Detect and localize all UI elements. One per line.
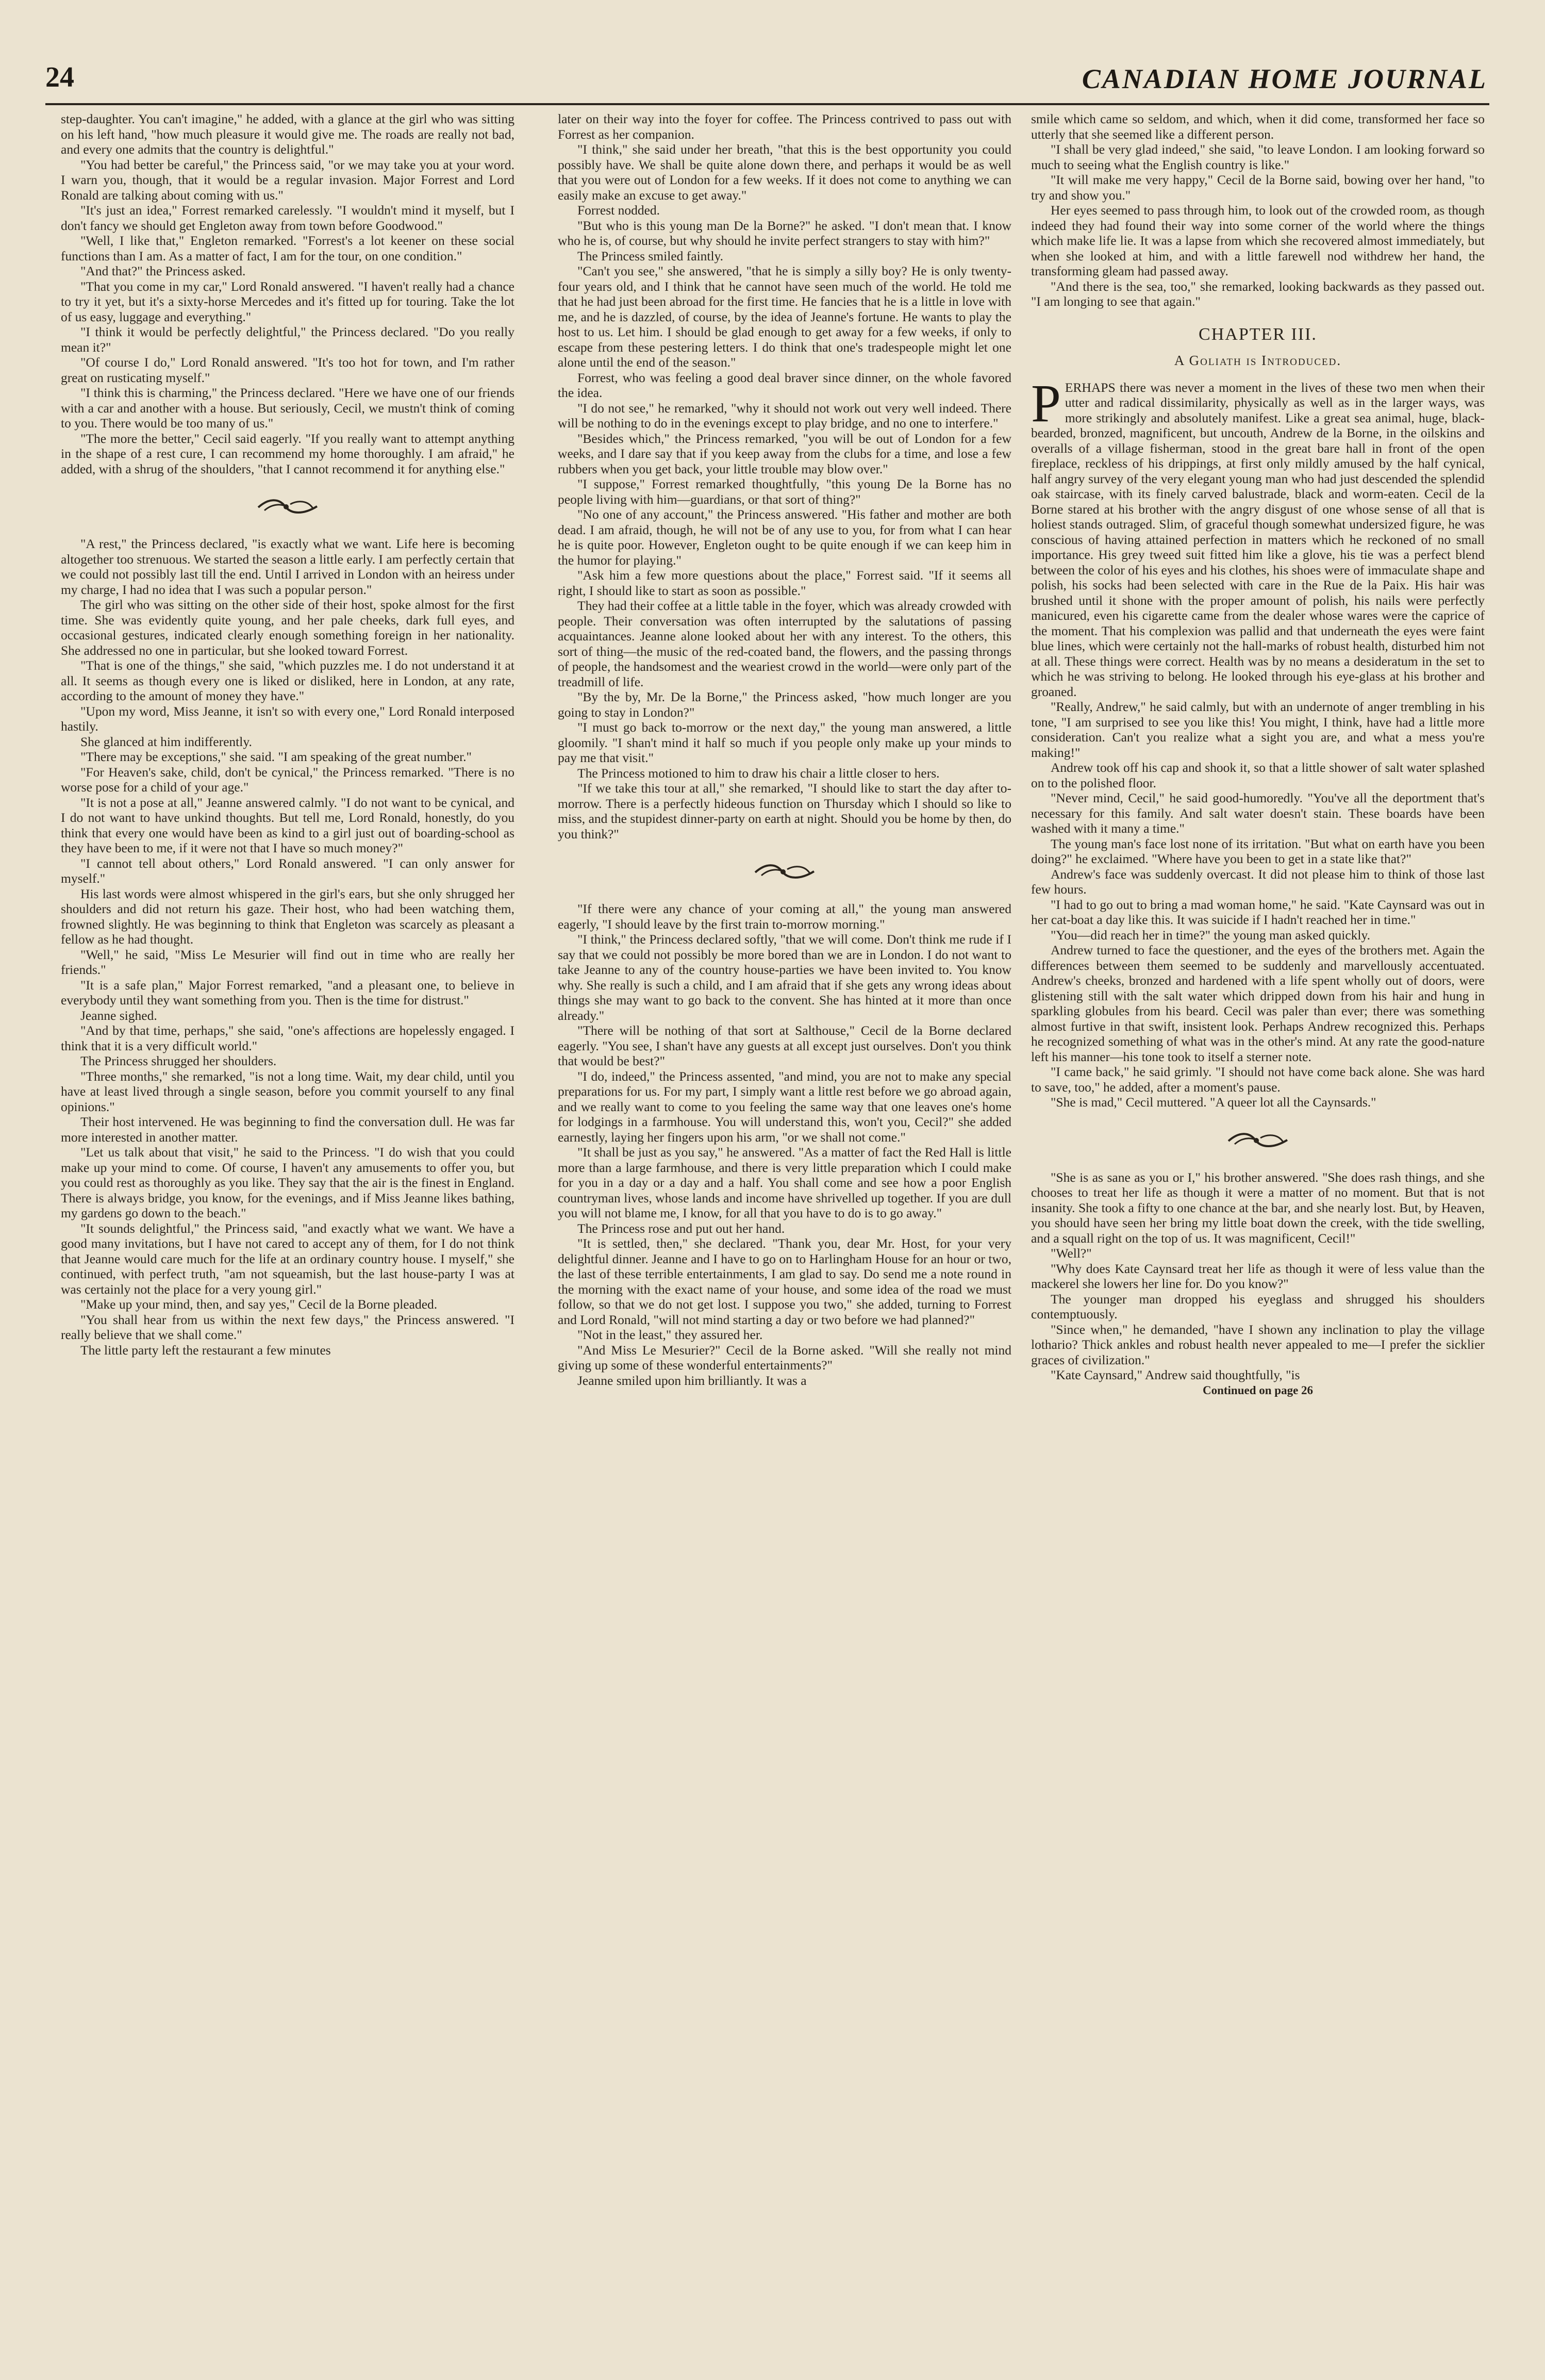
body-paragraph: "A rest," the Princess declared, "is exactly what we want. Life here is becoming altogether too strenuous. We started the season a little early. I am perfectly certain that we could not possibly last till the end. Until I arrived in London with an heiress under my charge, I had no idea that I was such a popular person." <box>61 536 514 597</box>
decorative-ornament <box>1224 1130 1291 1150</box>
body-paragraph: "Really, Andrew," he said calmly, but with an undernote of anger trembling in his tone, "I am surprised to see you like this! You might, I think, have had a little more consideration. Can't you realize what a sight you are, and what a mess you're making!" <box>1031 699 1485 760</box>
body-paragraph: "By the by, Mr. De la Borne," the Princess asked, "how much longer are you going to stay in London?" <box>558 689 1011 720</box>
text-column-3 <box>1031 111 1485 2359</box>
body-paragraph: Jeanne sighed. <box>80 1007 157 1023</box>
chapter-subtitle: A Goliath is Introduced. <box>1174 353 1342 368</box>
body-paragraph: They had their coffee at a little table in the foyer, which was already crowded with people. Their conversation was often interrupted by the salutations of passing acquaintances. Jeanne alone looked about her with any interest. To the others, this sort of thing—the music of the red-coated band, the flowers, and the passing throngs of people, the handsomest and the weariest crowd in the world—were only part of the treadmill of life. <box>558 598 1011 689</box>
body-paragraph: "It is not a pose at all," Jeanne answered calmly. "I do not want to be cynical, and I do not want to have unkind thoughts. But tell me, Lord Ronald, honestly, do you think that every one would have been as kind to a girl just out of boarding-school as they have been to me, if it were not that I have so much money?" <box>61 795 514 855</box>
body-paragraph: The Princess rose and put out her hand. <box>577 1220 785 1236</box>
body-paragraph: Andrew took off his cap and shook it, so that a little shower of salt water splashed on to the polished floor. <box>1031 760 1485 790</box>
body-paragraph: later on their way into the foyer for coffee. The Princess contrived to pass out with Forrest as her companion. <box>558 111 1011 142</box>
body-paragraph: "Since when," he demanded, "have I shown any inclination to play the village lothario? Thick ankles and robust health never appealed to me—I prefer the sicklier graces of civilization." <box>1031 1321 1485 1367</box>
body-paragraph: smile which came so seldom, and which, when it did come, transformed her face so utterly that she seemed like a different person. <box>1031 111 1485 142</box>
body-paragraph: "Can't you see," she answered, "that he is simply a silly boy? He is only twenty-four years old, and I think that he cannot have seen much of the world. He told me that he had just been abroad for the first time. He fancies that he is a little in love with me, and he is dazzled, of course, by the idea of Jeanne's fortune. He wants to play the host to us. Let him. I should be glad enough to get away for a few weeks, if only to escape from these pestering letters. I do think that one's tradespeople might let one alone until the end of the season." <box>558 263 1011 370</box>
body-paragraph: "I think," the Princess declared softly, "that we will come. Don't think me rude if I say that we could not possibly be more bored than we are in London. I do not want to take Jeanne to any of the country house-parties we have been invited to. You know why. She really is such a child, and I am afraid that if she gets any wrong ideas about things she may want to go back to the convent. She has hinted at it more than once already." <box>558 932 1011 1023</box>
body-paragraph: "I must go back to-morrow or the next day," the young man answered, a little gloomily. "I shan't mind it half so much if you people only make up your minds to pay me that visit." <box>558 720 1011 765</box>
body-paragraph: "You—did reach her in time?" the young man asked quickly. <box>1051 927 1370 943</box>
body-paragraph: "Well," he said, "Miss Le Mesurier will find out in time who are really her friends." <box>61 947 514 977</box>
chapter-first-paragraph <box>1031 373 1485 700</box>
body-paragraph: "Upon my word, Miss Jeanne, it isn't so with every one," Lord Ronald interposed hastily. <box>61 703 514 734</box>
body-paragraph: "If we take this tour at all," she remarked, "I should like to start the day after to-morrow. There is a perfectly hideous function on Thursday which I should so like to miss, and the stupidest dinner-party on earth at night. Should you be home by then, do you think?" <box>558 781 1011 841</box>
body-paragraph: "For Heaven's sake, child, don't be cynical," the Princess remarked. "There is no worse pose for a child of your age." <box>61 764 514 795</box>
body-paragraph: Jeanne smiled upon him brilliantly. It was a <box>577 1373 807 1388</box>
body-paragraph: "I came back," he said grimly. "I should not have come back alone. She was hard to save, too," he added, after a moment's pause. <box>1031 1064 1485 1095</box>
body-paragraph: "Well?" <box>1051 1246 1092 1261</box>
body-paragraph: The Princess motioned to him to draw his chair a little closer to hers. <box>577 765 940 781</box>
body-paragraph: "You had better be careful," the Princess said, "or we may take you at your word. I warn you, though, that it would be a regular invasion. Major Forrest and Lord Ronald are talking about coming with us." <box>61 157 514 203</box>
body-paragraph: "Three months," she remarked, "is not a long time. Wait, my dear child, until you have at least lived through a single season, before you commit yourself to any final opinions." <box>61 1068 514 1114</box>
body-paragraph: "Why does Kate Caynsard treat her life as though it were of less value than the mackerel she lowers her line for. Do you know?" <box>1031 1261 1485 1291</box>
body-paragraph: "There will be nothing of that sort at Salthouse," Cecil de la Borne declared eagerly. "You see, I shan't have any guests at all except just ourselves. Don't you think that would be best?" <box>558 1023 1011 1068</box>
body-paragraph: "If there were any chance of your coming at all," the young man answered eagerly, "I should leave by the first train to-morrow morning." <box>558 901 1011 932</box>
body-paragraph: "Let us talk about that visit," he said to the Princess. "I do wish that you could make up your mind to come. Of course, I haven't any amusements to offer you, but you could rest as thoroughly as you like. They say that the air is the finest in England. There is always bridge, you know, for the evenings, and if Miss Jeanne likes bathing, my gardens go down to the beach." <box>61 1145 514 1220</box>
body-paragraph: The young man's face lost none of its irritation. "But what on earth have you been doing?" he exclaimed. "Where have you been to get in a state like that?" <box>1031 836 1485 866</box>
body-paragraph: "I do not see," he remarked, "why it should not work out very well indeed. There will be nothing to do in the evenings except to play bridge, and no one to interfere." <box>558 400 1011 431</box>
body-paragraph: "That you come in my car," Lord Ronald answered. "I haven't really had a chance to try it yet, but it's a sixty-horse Mercedes and it's fitted up for touring. Take the lot of us easy, luggage and everything." <box>61 278 514 324</box>
body-paragraph: His last words were almost whispered in the girl's ears, but she only shrugged her shoulders and did not return his gaze. Their host, who had been watching them, frowned slightly. He was beginning to think that Engleton was scarcely as pleasant a fellow as he had thought. <box>61 886 514 947</box>
body-paragraph: She glanced at him indifferently. <box>80 734 252 749</box>
body-paragraph: "Not in the least," they assured her. <box>577 1327 763 1342</box>
body-paragraph: The Princess smiled faintly. <box>577 248 724 263</box>
body-paragraph: "No one of any account," the Princess answered. "His father and mother are both dead. I am afraid, though, he will not be of any use to you, for from what I can hear he is quite poor. However, Engleton ought to be quite enough if we can keep him in the humor for playing." <box>558 507 1011 568</box>
body-paragraph: "The more the better," Cecil said eagerly. "If you really want to attempt anything in the shape of a rest cure, I can recommend my home thoroughly. I am afraid," he added, with a shrug of the shoulders, "that I cannot recommend it for anything else." <box>61 431 514 476</box>
body-paragraph: "It is a safe plan," Major Forrest remarked, "and a pleasant one, to believe in everybody until they want something from you. Then is the time for distrust." <box>61 977 514 1007</box>
body-paragraph: "Make up your mind, then, and say yes," Cecil de la Borne pleaded. <box>80 1297 438 1312</box>
body-paragraph: The Princess shrugged her shoulders. <box>80 1053 277 1068</box>
body-paragraph: step-daughter. You can't imagine," he added, with a glance at the girl who was sitting on his left hand, "how much pleasure it would give me. The roads are really not bad, and every one admits that the country is delightful." <box>61 111 514 157</box>
continued-notice: Continued on page 26 <box>1202 1383 1314 1397</box>
body-paragraph: "And there is the sea, too," she remarked, looking backwards as they passed out. "I am longing to see that again." <box>1031 278 1485 309</box>
body-paragraph: "That is one of the things," she said, "which puzzles me. I do not understand it at all. It seems as though every one is liked or disliked, here in London, at any rate, according to the amount of money they have." <box>61 658 514 703</box>
chapter-first-paragraph-text: ERHAPS there was never a moment in the lives of these two men when their utter and radical dissimilarity, physically as well as in the larger ways, was more strikingly and absolutely manifest. Like a great sea animal, huge, black-bearded, bronzed, magnificent, but uncouth, Andrew de la Borne, in the oilskins and overalls of a village fisherman, stood in the great bare hall in front of the open fireplace, reckless of his drippings, at first only mildly amused by the half cynical, half angry survey of the very elegant young man who had just descended the splendid oak staircase, with its finely carved balustrade, black and worm-eaten. Cecil de la Borne stared at his brother with the angry disgust of one whose sense of all that is holiest stands outraged. Slim, of graceful though somewhat undersized figure, he was conscious of having attained perfection in matters which he reckoned of no small importance. His grey tweed suit fitted him like a glove, his tie was a perfect blend between the color of his eyes and his clothes, his shoes were of immaculate shape and polish, his socks had been selected with care in the Rue de la Paix. His hair was brushed until it shone with the proper amount of polish, his nails were perfectly manicured, even his cigarette came from the dealer whose wares were the caprice of the moment. That his complexion was pallid and that underneath the eyes were faint blue lines, which were certainly not the hall-marks of robust health, disturbed him not at all. These things were correct. Health was by no means a desideratum in the set to which he was striving to belong. He looked through his eye-glass at his brother and groaned. <box>1031 379 1485 699</box>
body-paragraph: "I think," she said under her breath, "that this is the best opportunity you could possibly have. We shall be quite alone down there, and perhaps it would be as well that you were out of London for a few weeks. If it does not come to anything we can easily make an excuse to get away." <box>558 142 1011 203</box>
body-paragraph: "I do, indeed," the Princess assented, "and mind, you are not to make any special preparations for us. For my part, I simply want a little rest before we go abroad again, and we really want to come to you feeling the same way that one leaves one's home for lodgings in a farmhouse. You will understand this, won't you, Cecil?" she added earnestly, laying her fingers upon his arm, "or we shall not come." <box>558 1068 1011 1145</box>
text-column-1 <box>61 111 514 2359</box>
body-paragraph: Forrest, who was feeling a good deal braver since dinner, on the whole favored the idea. <box>558 370 1011 400</box>
decorative-ornament <box>751 861 818 882</box>
body-paragraph: "I cannot tell about others," Lord Ronald answered. "I can only answer for myself." <box>61 855 514 886</box>
body-paragraph: "You shall hear from us within the next few days," the Princess answered. "I really believe that we shall come." <box>61 1312 514 1342</box>
body-paragraph: Andrew turned to face the questioner, and the eyes of the brothers met. Again the differences between them seemed to be suddenly and marvellously accentuated. Andrew's cheeks, bronzed and hardened with a life spent wholly out of doors, were glistening still with the salt water which dripped down from his hair and hung in sparkling globules from his beard. Cecil was paler than ever; there was something almost furtive in that swift, insistent look. Perhaps Andrew recognized this. Perhaps he recognized something of what was in the other's mind. At any rate the good-nature left his manner—his tone took to itself a sterner note. <box>1031 943 1485 1064</box>
column-3-bottom-paragraphs <box>1031 1170 1485 1383</box>
chapter-heading: CHAPTER III. <box>1199 324 1317 344</box>
body-paragraph: "Ask him a few more questions about the place," Forrest said. "If it seems all right, I should like to start as soon as possible." <box>558 568 1011 598</box>
body-paragraph: "And by that time, perhaps," she said, "one's affections are hopelessly engaged. I think that it is a very difficult world." <box>61 1023 514 1053</box>
body-paragraph: "But who is this young man De la Borne?" he asked. "I don't mean that. I know who he is, of course, but why should he invite perfect strangers to stay with him?" <box>558 218 1011 248</box>
body-paragraph: "Well, I like that," Engleton remarked. "Forrest's a lot keener on these social functions than I am. As a matter of fact, I am for the tour, on one condition." <box>61 233 514 263</box>
body-paragraph: "It's just an idea," Forrest remarked carelessly. "I wouldn't mind it myself, but I don't fancy we should get Engleton away from town before Goodwood." <box>61 203 514 233</box>
body-paragraph: "Besides which," the Princess remarked, "you will be out of London for a few weeks, and I dare say that if you keep away from the clubs for a time, and lose a few rubbers when you get back, your little trouble may blow over." <box>558 431 1011 476</box>
header-rule <box>45 103 1489 105</box>
page-number: 24 <box>45 61 74 93</box>
body-paragraph: "Never mind, Cecil," he said good-humoredly. "You've all the deportment that's necessary for this family. And salt water doesn't stain. These boards have been washed with it many a time." <box>1031 790 1485 836</box>
body-paragraph: "It sounds delightful," the Princess said, "and exactly what we want. We have a good many invitations, but I have not cared to accept any of them, for I do not think that Jeanne would care much for the life at an ordinary country house. I myself," she continued, with perfect truth, "am not squeamish, but the last house-party I was at was certainly not the place for a very young girl." <box>61 1220 514 1297</box>
body-paragraph: Forrest nodded. <box>577 203 660 218</box>
drop-cap: P <box>1031 373 1061 433</box>
body-paragraph: Their host intervened. He was beginning to find the conversation dull. He was far more interested in another matter. <box>61 1114 514 1145</box>
body-paragraph: "And that?" the Princess asked. <box>80 263 246 278</box>
body-paragraph: "She is as sane as you or I," his brother answered. "She does rash things, and she chooses to treat her life as though it were a matter of no moment. But that is not insanity. She took a fifty to one chance at the bar, and she nearly lost. But, by Heaven, you should have seen her bring my little boat down the creek, with the tide swelling, and a squall right on the top of us. It was magnificent, Cecil!" <box>1031 1169 1485 1246</box>
column-1-paragraphs <box>61 111 514 1358</box>
body-paragraph: "Of course I do," Lord Ronald answered. "It's too hot for town, and I'm rather great on rusticating myself." <box>61 355 514 385</box>
body-paragraph: "I think this is charming," the Princess declared. "Here we have one of our friends with a car and another with a house. But seriously, Cecil, we mustn't think of coming to you. There would be too many of us." <box>61 385 514 431</box>
magazine-title: CANADIAN HOME JOURNAL <box>1082 63 1487 94</box>
body-paragraph: "It shall be just as you say," he answered. "As a matter of fact the Red Hall is little more than a large farmhouse, and there is very little preparation which I could make for you in a day or a day and a half. You shall come and see how a poor English countryman lives, whose lands and income have shrivelled up together. If you are dull you will not blame me, I know, for all that you have to do is to go away." <box>558 1145 1011 1220</box>
body-paragraph: The younger man dropped his eyeglass and shrugged his shoulders contemptuously. <box>1031 1291 1485 1321</box>
column-3-middle-paragraphs <box>1031 699 1485 1110</box>
column-2-paragraphs <box>558 111 1011 1388</box>
body-paragraph: Andrew's face was suddenly overcast. It did not please him to think of those last few hours. <box>1031 866 1485 897</box>
text-column-2 <box>558 111 1011 2359</box>
body-paragraph: "I suppose," Forrest remarked thoughtfully, "this young De la Borne has no people living with him—guardians, or that sort of thing?" <box>558 476 1011 507</box>
body-paragraph: "She is mad," Cecil muttered. "A queer lot all the Caynsards." <box>1051 1095 1376 1110</box>
body-paragraph: "It is settled, then," she declared. "Thank you, dear Mr. Host, for your very delightful dinner. Jeanne and I have to go on to Harlingham House for an hour or two, the last of these terrible entertainments, I am glad to say. Do send me a note round in the morning with the exact name of your house, and some idea of the road we must follow, so that we do not get lost. I suppose you two," she added, turning to Forrest and Lord Ronald, "will not mind starting a day or two before we had planned?" <box>558 1236 1011 1327</box>
body-paragraph: Her eyes seemed to pass through him, to look out of the crowded room, as though indeed they had found their way into some corner of the world where the things which make life lie. It was a lapse from which she recovered almost immediately, but when she looked at him, and with a little farewell nod withdrew her hand, the transforming gleam had passed away. <box>1031 203 1485 278</box>
body-paragraph: "I had to go out to bring a mad woman home," he said. "Kate Caynsard was out in her cat-boat a day like this. It was suicide if I hadn't reached her in time." <box>1031 897 1485 927</box>
body-paragraph: "I think it would be perfectly delightful," the Princess declared. "Do you really mean it?" <box>61 324 514 355</box>
body-paragraph: "I shall be very glad indeed," she said, "to leave London. I am looking forward so much to seeing what the English country is like." <box>1031 142 1485 172</box>
body-paragraph: "Kate Caynsard," Andrew said thoughtfully, "is <box>1051 1367 1300 1382</box>
body-paragraph: "It will make me very happy," Cecil de la Borne said, bowing over her hand, "to try and show you." <box>1031 172 1485 203</box>
body-paragraph: The girl who was sitting on the other side of their host, spoke almost for the first time. She was evidently quite young, and her pale cheeks, dark full eyes, and occasional gestures, indicated clearly enough something foreign in her nationality. She addressed no one in particular, but she looked toward Forrest. <box>61 597 514 658</box>
decorative-ornament <box>254 496 321 517</box>
body-paragraph: "There may be exceptions," she said. "I am speaking of the great number." <box>80 749 472 764</box>
body-paragraph: The little party left the restaurant a few minutes <box>80 1342 331 1358</box>
column-3-top-paragraphs <box>1031 111 1485 309</box>
body-paragraph: "And Miss Le Mesurier?" Cecil de la Borne asked. "Will she really not mind giving up some of these wonderful entertainments?" <box>558 1342 1011 1373</box>
